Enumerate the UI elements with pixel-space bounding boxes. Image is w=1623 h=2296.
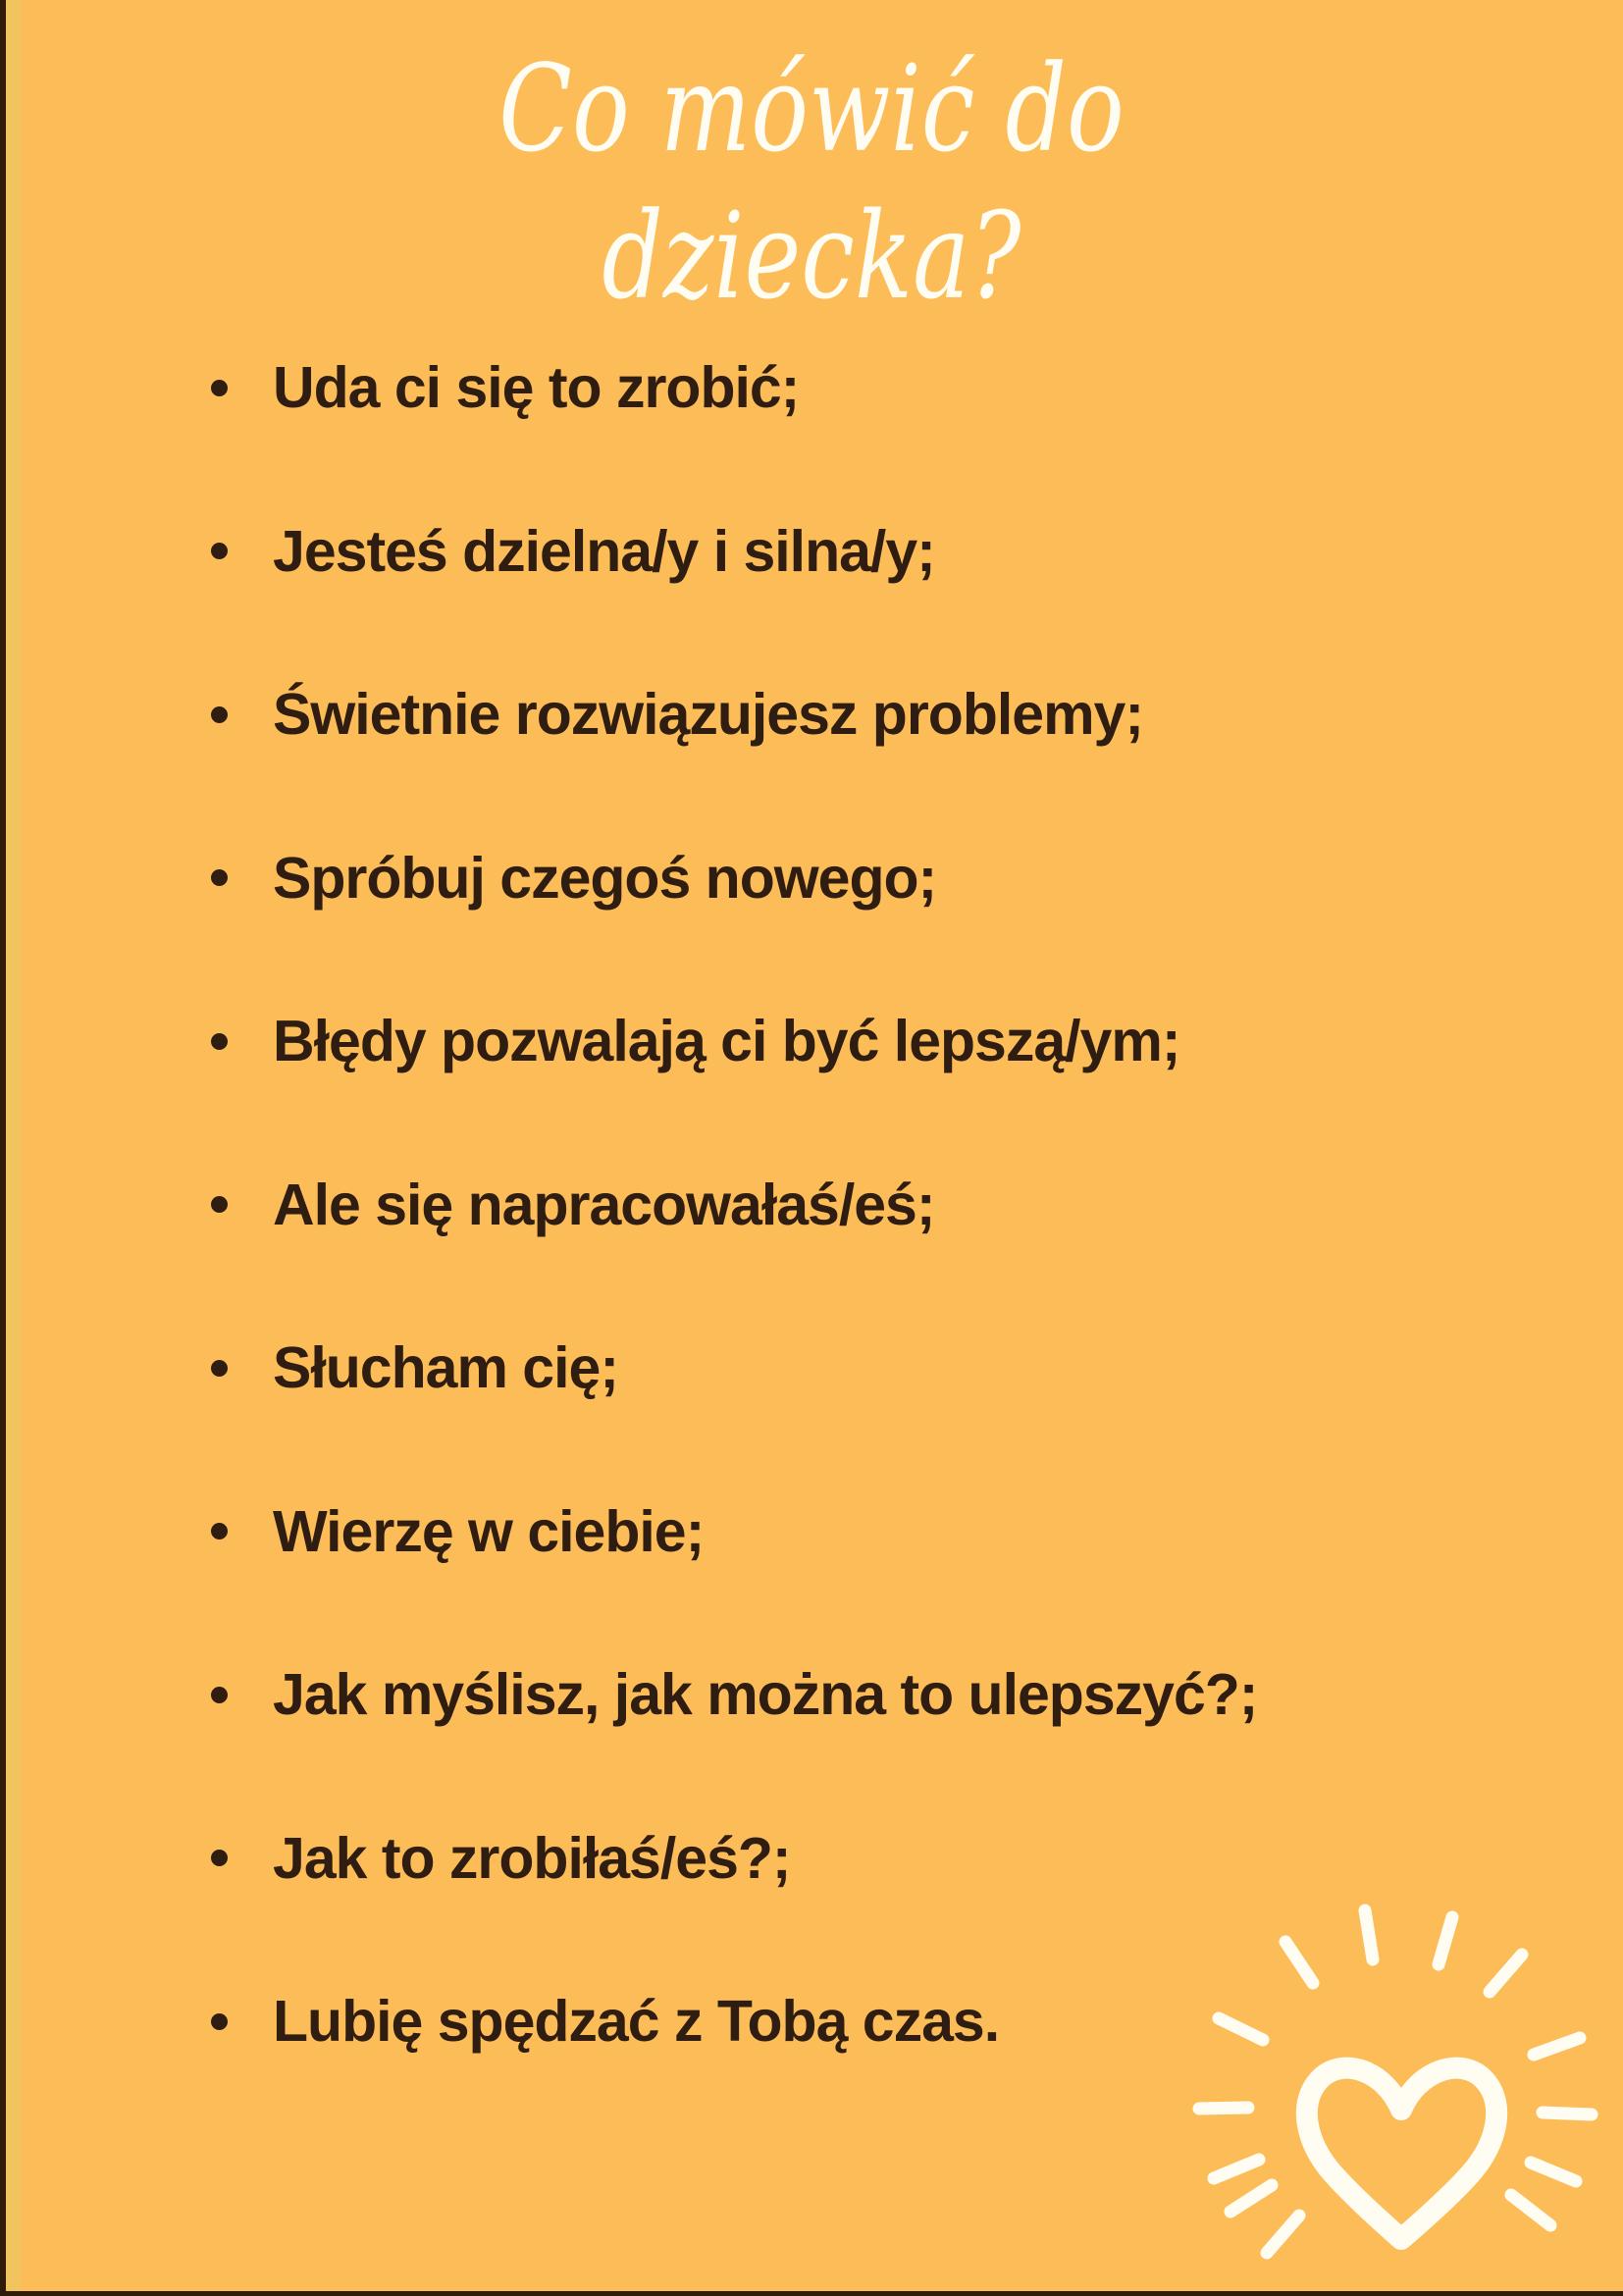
list-item-text: Błędy pozwalają ci być lepszą/ym; <box>273 1009 1180 1074</box>
list-item-text: Słucham cię; <box>273 1335 618 1401</box>
bullet-icon <box>211 2013 228 2030</box>
page-title-line-1: Co mówić do <box>498 39 1125 179</box>
list-item-text: Wierzę w ciebie; <box>273 1498 705 1564</box>
list-item <box>191 1940 1257 2104</box>
list-item <box>191 470 1257 634</box>
list-item <box>191 633 1257 797</box>
bullet-icon <box>211 1033 228 1050</box>
page-title-line-2: dziecka? <box>602 186 1021 326</box>
list-item <box>191 1450 1257 1614</box>
bullet-icon <box>211 706 228 723</box>
list-item-text: Ale się napracowałaś/eś; <box>273 1172 935 1237</box>
bullet-icon <box>211 1523 228 1539</box>
list-item-text: Spróbuj czegoś nowego; <box>273 845 937 911</box>
bullet-icon <box>211 1196 228 1213</box>
bullet-icon <box>211 869 228 886</box>
list-item-text: Uda ci się to zrobić; <box>273 355 800 421</box>
page-edge-bottom <box>0 2291 1623 2296</box>
page-title <box>162 35 1460 330</box>
list-item <box>191 306 1257 470</box>
list-item <box>191 1777 1257 1941</box>
list-item-text: Lubię spędzać z Tobą czas. <box>273 1989 1000 2055</box>
list-item <box>191 1613 1257 1777</box>
list-item-text: Jak to zrobiłaś/eś?; <box>273 1825 791 1891</box>
heart-with-rays-icon <box>1148 1854 1623 2296</box>
bullet-icon <box>211 380 228 396</box>
page-edge-left <box>0 0 6 2296</box>
list-item <box>191 1123 1257 1287</box>
list-item-text: Jak myślisz, jak można to ulepszyć?; <box>273 1662 1258 1728</box>
bullet-icon <box>211 1687 228 1703</box>
list-item-text: Świetnie rozwiązujesz problemy; <box>273 682 1143 748</box>
bullet-icon <box>211 543 228 559</box>
page-edge-strip <box>6 0 21 2296</box>
heart-icon <box>1307 2068 1496 2239</box>
list-item <box>191 1286 1257 1450</box>
list-item <box>191 960 1257 1123</box>
list-item-text: Jesteś dzielna/y i silna/y; <box>273 518 935 584</box>
list-item <box>191 797 1257 961</box>
bullet-icon <box>211 1850 228 1866</box>
phrase-list <box>191 306 1257 2104</box>
bullet-icon <box>211 1360 228 1377</box>
